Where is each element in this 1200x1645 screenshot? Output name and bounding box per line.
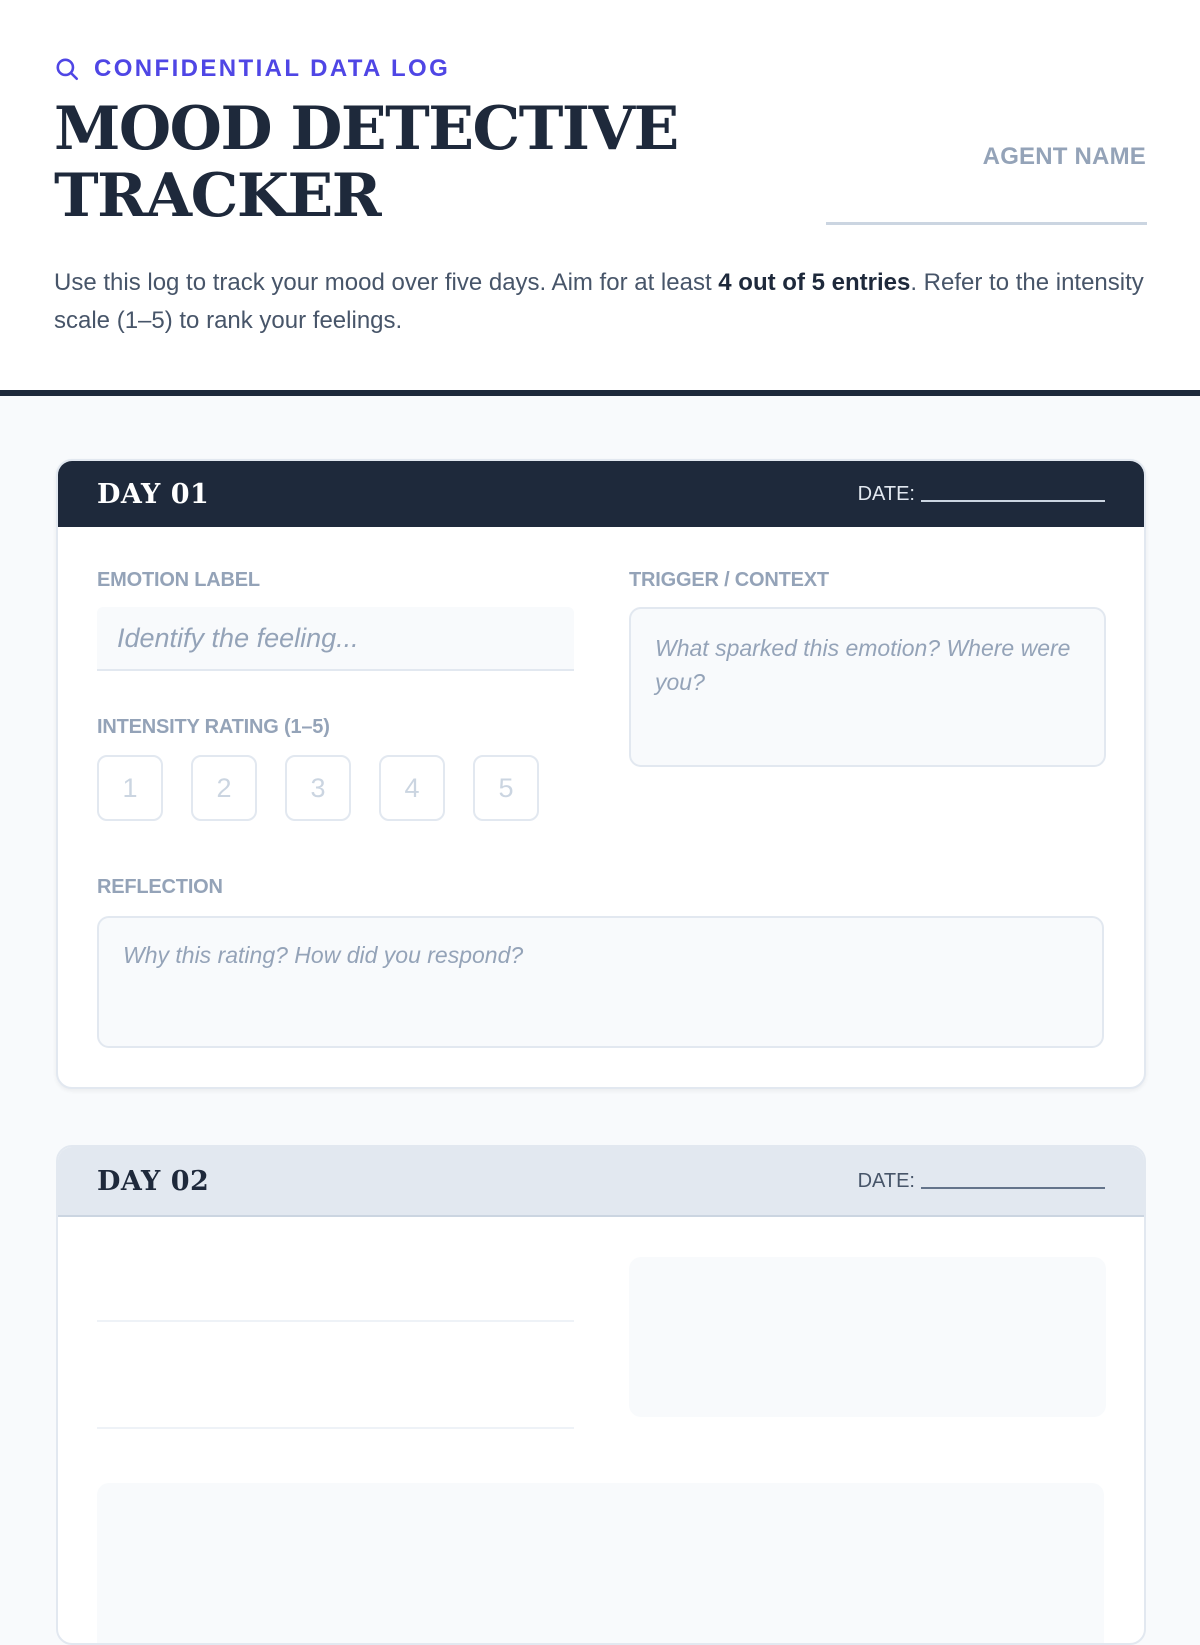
intensity-rating — [97, 755, 539, 821]
page-header — [0, 0, 1200, 396]
reflection-input[interactable] — [97, 916, 1104, 1048]
trigger-input[interactable] — [629, 1257, 1106, 1417]
kicker-text: CONFIDENTIAL DATA LOG — [94, 55, 451, 82]
rating-button-5[interactable]: 5 — [473, 755, 539, 821]
intro-text-bold: 4 out of 5 entries — [718, 269, 911, 296]
emotion-label: EMOTION LABEL — [97, 569, 260, 591]
day-card — [56, 1145, 1146, 1645]
day-title: DAY 02 — [97, 1165, 210, 1197]
day-card — [56, 459, 1146, 1089]
intro-text-end: . Refer to the intensity scale (1–5) to rank your feelings. — [54, 269, 1144, 334]
reflection-input[interactable] — [97, 1483, 1104, 1645]
agent-name-field[interactable] — [826, 222, 1147, 225]
page-title — [54, 96, 714, 230]
date-input-line[interactable] — [921, 500, 1105, 502]
rating-button-2[interactable]: 2 — [191, 755, 257, 821]
date-field — [858, 1170, 1105, 1193]
date-field — [858, 483, 1105, 506]
intro-text-start: Use this log to track your mood over five days. Aim for at least — [54, 269, 719, 296]
kicker — [54, 54, 450, 84]
date-input-line[interactable] — [921, 1187, 1105, 1189]
agent-name-label: AGENT NAME — [982, 143, 1146, 170]
rating-button-3[interactable]: 3 — [285, 755, 351, 821]
date-label: DATE: — [857, 482, 915, 505]
intensity-label: INTENSITY RATING (1–5) — [97, 716, 330, 738]
trigger-label: TRIGGER / CONTEXT — [629, 569, 829, 591]
intro-text — [54, 264, 1154, 340]
day-card-header — [58, 1147, 1144, 1217]
date-label: DATE: — [857, 1169, 915, 1192]
intensity-placeholder-line — [97, 1427, 574, 1429]
emotion-input[interactable] — [97, 1320, 574, 1322]
day-card-header — [58, 461, 1144, 527]
emotion-input[interactable] — [97, 607, 574, 671]
rating-button-4[interactable]: 4 — [379, 755, 445, 821]
day-title: DAY 01 — [97, 478, 210, 510]
rating-button-1[interactable]: 1 — [97, 755, 163, 821]
search-icon — [54, 56, 80, 82]
trigger-input[interactable] — [629, 607, 1106, 767]
reflection-label: REFLECTION — [97, 876, 223, 898]
title-line-2: TRACKER — [54, 161, 381, 231]
title-line-1: MOOD DETECTIVE — [54, 94, 678, 164]
